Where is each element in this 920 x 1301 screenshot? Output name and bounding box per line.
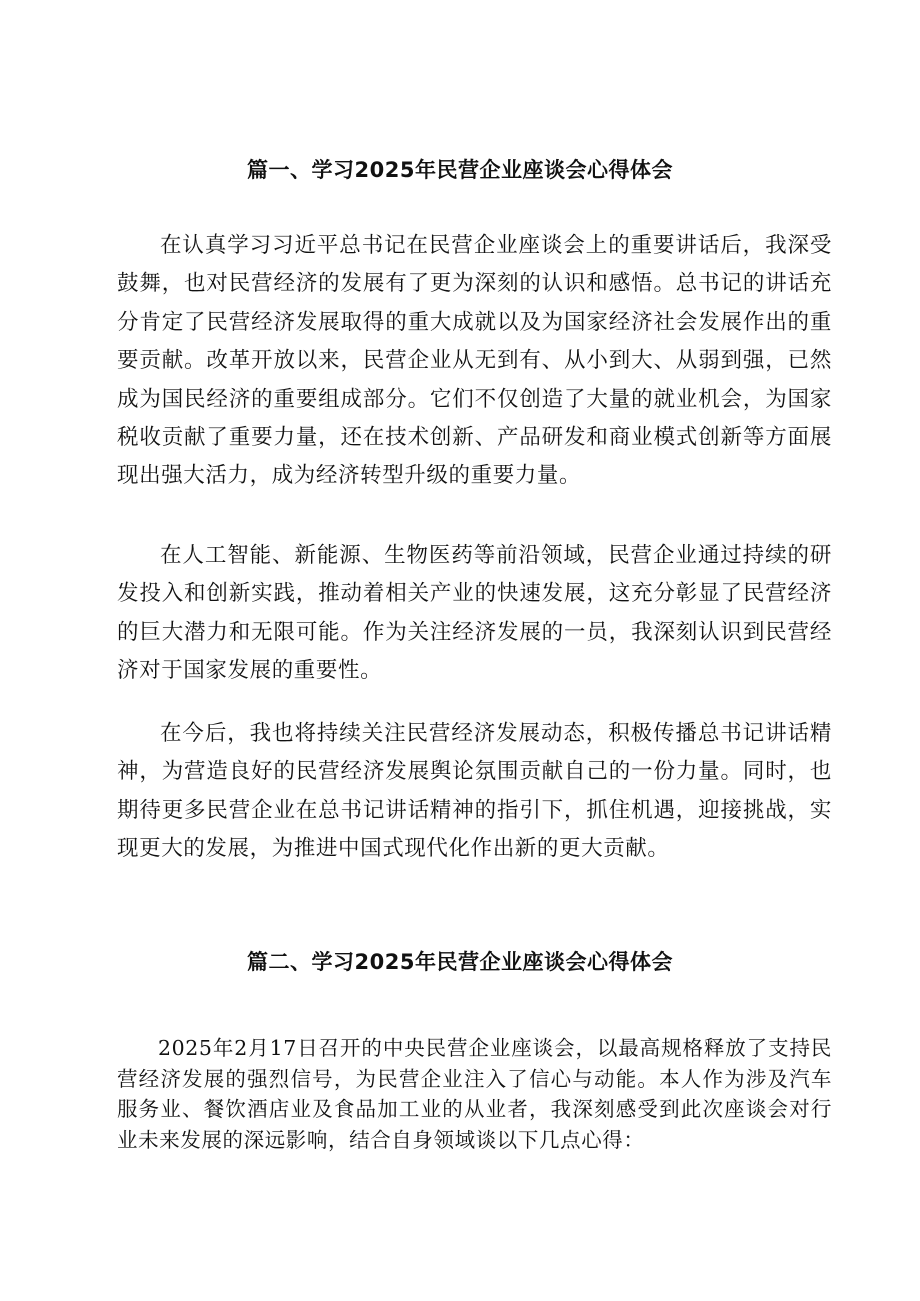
section-2-paragraph-1: 2025年2月17日召开的中央民营企业座谈会，以最高规格释放了支持民营经济发展的强烈信号，为民营企业注入了信心与动能。本人作为涉及汽车服务业、餐饮酒店业及食品加工业的从业者，我深刻感受到此次座谈会对行业未来发展的深远影响，结合自身领域谈以下几点心得： <box>117 1036 832 1152</box>
section-1-paragraph-3: 在今后，我也将持续关注民营经济发展动态，积极传播总书记讲话精神，为营造良好的民营经济发展舆论氛围贡献自己的一份力量。同时，也期待更多民营企业在总书记讲话精神的指引下，抓住机遇，迎接挑战，实现更大的发展，为推进中国式现代化作出新的更大贡献。 <box>117 721 832 862</box>
section-2-title: 篇二、学习2025年民营企业座谈会心得体会 <box>247 950 673 974</box>
section-1-paragraph-2: 在人工智能、新能源、生物医药等前沿领域，民营企业通过持续的研发投入和创新实践，推动着相关产业的快速发展，这充分彰显了民营经济的巨大潜力和无限可能。作为关注经济发展的一员，我深刻认识到民营经济对于国家发展的重要性。 <box>117 543 832 684</box>
section-1-title: 篇一、学习2025年民营企业座谈会心得体会 <box>247 158 673 182</box>
section-1-paragraph-1: 在认真学习习近平总书记在民营企业座谈会上的重要讲话后，我深受鼓舞，也对民营经济的发展有了更为深刻的认识和感悟。总书记的讲话充分肯定了民营经济发展取得的重大成就以及为国家经济社会发展作出的重要贡献。改革开放以来，民营企业从无到有、从小到大、从弱到强，已然成为国民经济的重要组成部分。它们不仅创造了大量的就业机会，为国家税收贡献了重要力量，还在技术创新、产品研发和商业模式创新等方面展现出强大活力，成为经济转型升级的重要力量。 <box>117 233 832 489</box>
